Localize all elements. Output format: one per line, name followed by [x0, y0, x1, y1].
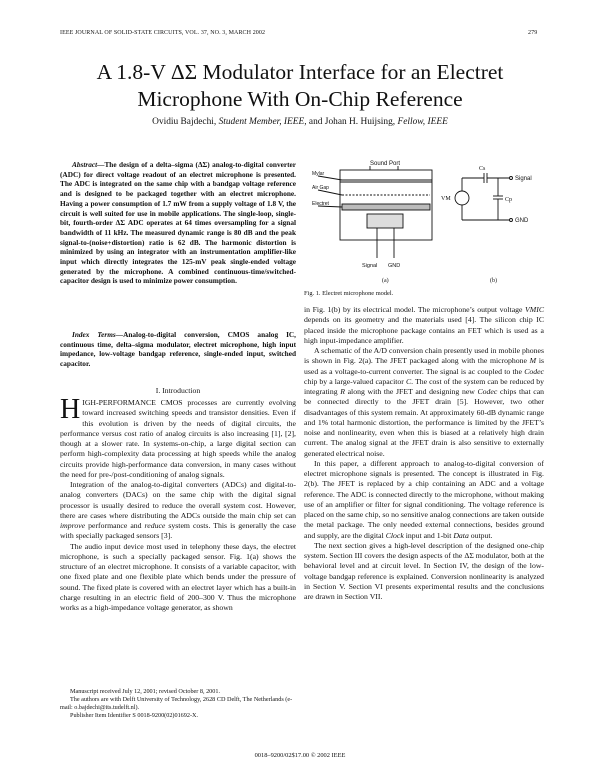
air-gap-label: Air Gap — [312, 185, 329, 191]
voltage-source — [455, 191, 469, 205]
right-paragraph-2: A schematic of the A/D conversion chain presently used in mobile phones is shown in Fig. 2(a). The JFET packaged along with the microphone M is used as a voltage-to-current converter. The signal is ac coupled to the Codec chip by a large-valued capacitor C. The cost of the system can be reduced by integrating R along with the JFET and designing new Codec chips that can be connected directly to the JFET drain [5]. However, two other disadvantages of this system remain. At approximately 60-dB dynamic range and 1% total harmonic distortion, the performance is limited by the JFET’s noise and nonlinearity, even when this is biased at a relatively high drain current. The analog signal at the JFET drain is also sensitive to externally generated electrical noise. — [304, 346, 545, 458]
figure-1-caption: Fig. 1. Electret microphone model. — [304, 290, 394, 297]
index-terms-label: Index Terms — [72, 330, 116, 339]
title-line-2: Microphone With On-Chip Reference — [137, 87, 463, 111]
paper-title — [40, 59, 560, 113]
right-paragraph-4: The next section gives a high-level description of the designed one-chip system. Section III covers the design aspects of the ΔΣ modulator, both at the behavioral level and at circuit level. In Section IV, the design of the low-voltage bandgap reference is explained. Conversion nonlinearity is analyzed in Section V. Section VI presents experimental results and the conclusions are drawn in Section VII. — [304, 540, 545, 601]
right-paragraph-3: In this paper, a different approach to analog-to-digital conversion of electret microphone signals is presented. The concept is illustrated in Fig. 2(b). The JFET is replaced by a chip containing an ADC and a voltage reference. The ADC is connected directly to the microphone, without making use of an amplifier or filter for signal conditioning. The voltage reference is placed on the same chip, so no sensitive analog connections are taken outside the metal package. The only needed external connections, besides ground and supply, are the digital Clock input and 1-bit Data output. — [304, 458, 544, 540]
subfigure-b-label: (b) — [490, 278, 497, 284]
sound-port-label: Sound Port — [370, 161, 401, 167]
running-header: IEEE JOURNAL OF SOLID-STATE CIRCUITS, VOL. 37, NO. 3, MARCH 2002 — [60, 30, 266, 36]
footnote-received: Manuscript received July 12, 2001; revised October 8, 2001. — [70, 688, 221, 695]
drop-cap: H — [60, 394, 81, 425]
footnote-pii: Publisher Item Identifier S 0018-9200(02)01692-X. — [70, 712, 199, 720]
electret-label: Electret — [312, 201, 329, 207]
signal-pin-label: Signal — [362, 263, 378, 269]
copyright-footer: 0018–9200/02$17.00 © 2002 IEEE — [254, 752, 346, 759]
subfigure-a-label: (a) — [382, 278, 389, 284]
section-heading: I. Introduction — [155, 386, 201, 395]
author-2: and Johan H. Huijsing, — [306, 117, 398, 127]
electret-layer — [342, 204, 430, 210]
page-number: 279 — [528, 30, 538, 36]
footnote-affiliation: The authors are with Delft University of Technology, 2628 CD Delft, The Netherlands (e-mail: o.bajdechi@its.tudelft.nl). — [60, 696, 293, 712]
intro-paragraph-1: HIGH-PERFORMANCE CMOS processes are currently evolving toward increased switching speeds and transistor densities. Even if this evolution is driven by the needs of digital circuits, the performance versus cost ratio of analog circuits is also increasing [1], [2], though at a slower rate. In systems-on-chip, a large digital section can perform high-complexity data processing at high speeds while the analog circuits provide high-performance data conversion, in many cases without the need for pre-/post-conditioning of analog signals. — [60, 394, 296, 479]
mylar-label: Mylar — [312, 171, 325, 177]
author-line — [40, 117, 560, 127]
right-paragraph-1: in Fig. 1(b) by its electrical model. The microphone’s output voltage VMIC depends on its geometry and the materials used [4]. The silicon chip IC placed inside the microphone package contains an FET which is used as a high input-impedance amplifier. — [304, 305, 544, 345]
right-column-text — [304, 305, 544, 602]
electrical-model — [455, 173, 513, 222]
vmic-label: VM — [441, 196, 451, 202]
signal-output-label: Signal — [515, 176, 532, 182]
author-2-role: Fellow, IEEE — [397, 117, 448, 127]
abstract — [60, 160, 296, 286]
abstract-label: Abstract — [72, 160, 98, 169]
author-1-role: Student Member, IEEE, — [218, 117, 307, 127]
footnote — [60, 688, 296, 720]
cs-label: Cs — [479, 166, 486, 172]
ic-chip — [367, 214, 403, 228]
introduction-text — [60, 394, 296, 613]
index-terms — [60, 330, 296, 369]
figure-1 — [312, 158, 544, 286]
gnd-pin-label: GND — [388, 263, 401, 269]
intro-paragraph-2: Integration of the analog-to-digital converters (ADCs) and digital-to-analog converters (DACs) on the same chip with the digital signal processor is usually desired to reduce the overall system cost. However, there are cases where distributing the ADCs outside the main chip set can improve performance and reduce system costs. This is generally the case with specially packaged sensors [3]. — [60, 480, 296, 541]
microphone-cross-section — [318, 166, 432, 258]
index-terms-text: —Analog-to-digital conversion, CMOS analog IC, continuous time, delta–sigma modulator, electret microphone, high input impedance, low-voltage bandgap reference, single-ended input, switched capacitor. — [60, 330, 297, 369]
author-1: Ovidiu Bajdechi, — [152, 117, 219, 127]
intro-paragraph-3: The audio input device most used in telephony these days, the electret microphone, is such a specially packaged sensor. Fig. 1(a) shows the structure of an electret microphone. It consists of a variable capacitor, with one fixed plate and one flexible plate which bends under the pressure of sound. The fixed plate is covered with an electret layer which has a built-in charge resulting in an electric field of 200–300 V. Thus the microphone works as a high-impedance voltage generator, as shown — [60, 541, 296, 612]
gnd-output-label: GND — [515, 218, 529, 224]
abstract-text: —The design of a delta–sigma (ΔΣ) analog-to-digital converter (ADC) for direct voltage readout of an electret microphone is presented. The ADC is integrated on the same chip with a bandgap voltage reference and is designed to be packaged together with an electret microphone. Having a power consumption of 1.7 mW from a supply voltage of 1.8 V, the circuit is well suited for use in mobile applications. The single-loop, single-bit, fourth-order ΔΣ ADC operates at 64 times oversampling for a signal bandwidth of 11 kHz. The measured dynamic range is 80 dB and the peak signal-to-(noise+distortion) ratio is 62 dB. The harmonic distortion is minimized by using an integrator with an instrumentation amplifier-like input which directly integrates the 125-mV peak single-ended voltage generated by the microphone. A combined continuous-time/switched-capacitor design is used to minimize power consumption. — [60, 160, 296, 286]
title-line-1: A 1.8-V ΔΣ Modulator Interface for an Electret — [96, 60, 504, 84]
cp-label: Cp — [505, 197, 513, 203]
